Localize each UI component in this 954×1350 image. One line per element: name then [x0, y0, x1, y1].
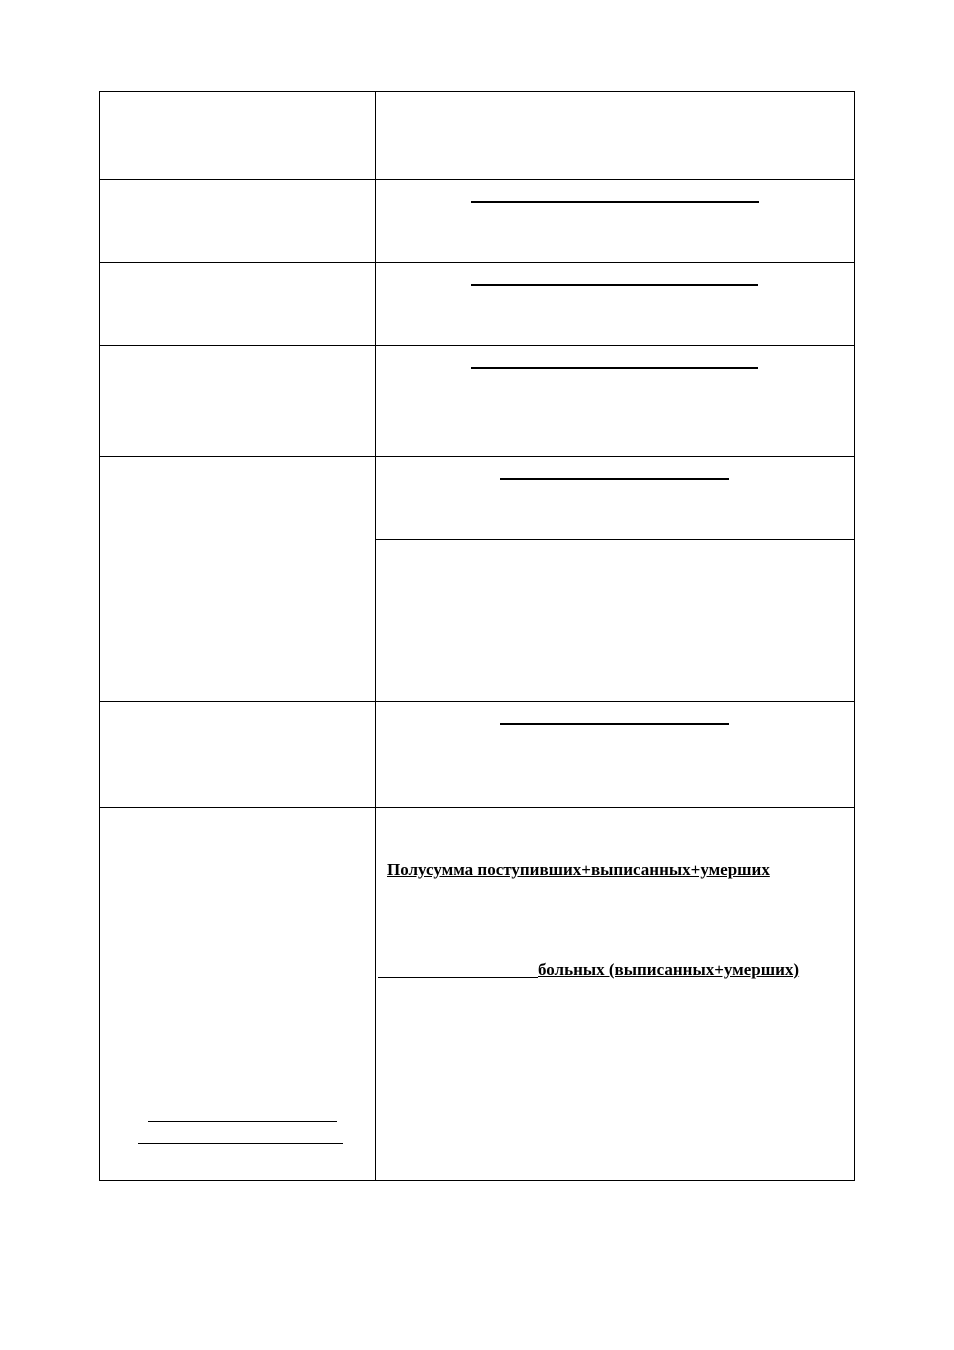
bottom-left-line-1	[148, 1121, 337, 1122]
blank-field-line-3	[471, 367, 758, 369]
column-divider	[375, 92, 376, 1180]
row-divider-3	[100, 345, 854, 346]
row-divider-2	[100, 262, 854, 263]
blank-field-line-4	[500, 478, 729, 480]
row-divider-1	[100, 179, 854, 180]
subrow-divider	[376, 539, 854, 540]
blank-field-line-5	[500, 723, 729, 725]
blank-field-line-2	[471, 284, 758, 286]
formula-numerator: Полусумма поступивших+выписанных+умерших	[387, 860, 770, 879]
formula-denominator-leader	[378, 977, 538, 978]
row-divider-6	[100, 807, 854, 808]
blank-field-line-1	[471, 201, 759, 203]
bottom-left-line-2	[138, 1143, 343, 1144]
formula-denominator: больных (выписанных+умерших)	[538, 960, 800, 979]
row-divider-4	[100, 456, 854, 457]
row-divider-5	[100, 701, 854, 702]
form-table	[99, 91, 855, 1181]
